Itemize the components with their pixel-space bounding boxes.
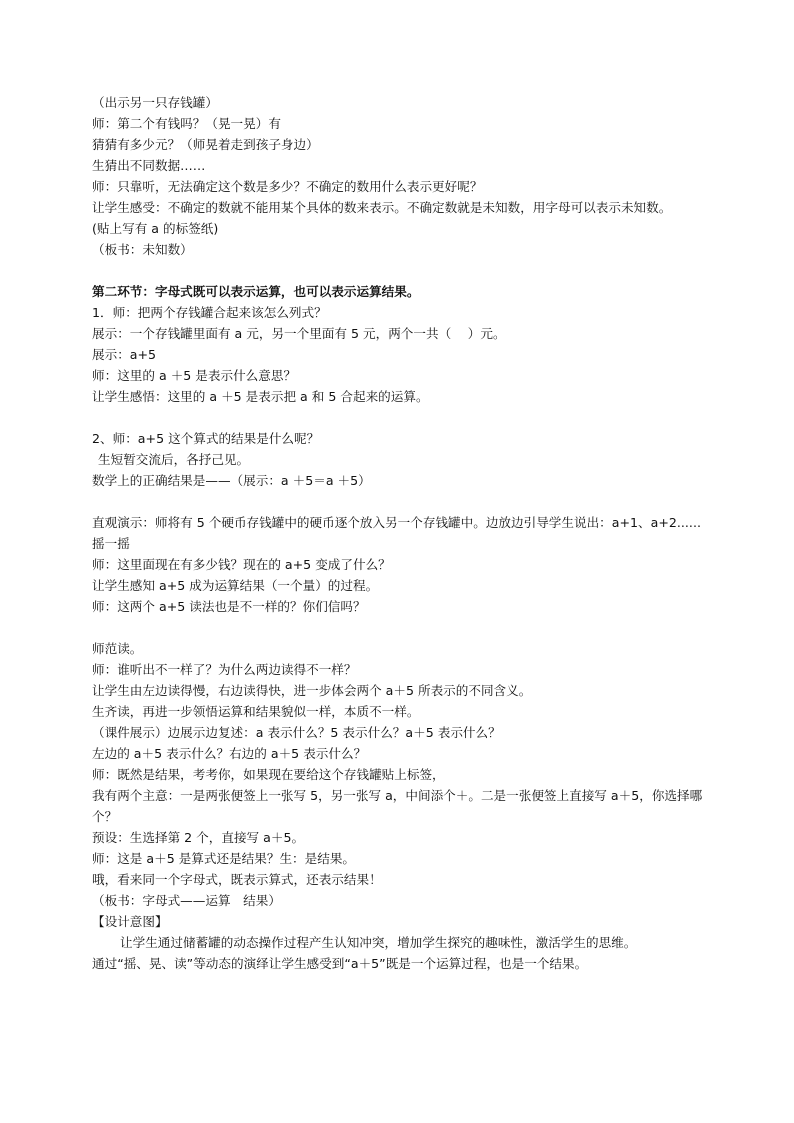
blank-line: [92, 617, 712, 638]
text-line: 师：既然是结果，考考你，如果现在要给这个存钱罐贴上标签，: [92, 767, 445, 782]
text-line: 数学上的正确结果是——（展示：a ＋5＝a ＋5）: [92, 473, 371, 488]
text-line: 让学生感悟：这里的 a ＋5 是表示把 a 和 5 合起来的运算。: [92, 389, 429, 404]
text-line: 直观演示：师将有 5 个硬币存钱罐中的硬币逐个放入另一个存钱罐中。边放边引导学生说出：a+1、a+2......: [92, 515, 701, 530]
text-line: 师：这里的 a ＋5 是表示什么意思？: [92, 368, 297, 383]
text-line: 通过“摇、晃、读”等动态的演绎让学生感受到“a＋5”既是一个运算过程，也是一个结果。: [92, 956, 588, 971]
text-line: 预设：生选择第 2 个，直接写 a＋5。: [92, 830, 305, 845]
text-line: 师：第二个有钱吗？（晃一晃）有: [92, 116, 281, 131]
text-line: （板书：字母式——运算 结果）: [92, 893, 281, 908]
text-line: 哦，看来同一个字母式，既表示算式，还表示结果！: [92, 872, 382, 887]
text-line: 师：谁听出不一样了？为什么两边读得不一样？: [92, 662, 357, 677]
text-line: 师范读。: [92, 641, 143, 656]
text-line: 师：这是 a＋5 是算式还是结果？生：是结果。: [92, 851, 356, 866]
text-line: 左边的 a＋5 表示什么？右边的 a＋5 表示什么？: [92, 746, 367, 761]
text-line: 生短暂交流后，各抒己见。: [98, 452, 250, 467]
text-line: 师：这里面现在有多少钱？现在的 a+5 变成了什么？: [92, 557, 391, 572]
text-line: 摇一摇: [92, 536, 130, 551]
blank-line: [92, 491, 712, 512]
blank-line: [92, 260, 712, 281]
text-line: 展示：一个存钱罐里面有 a 元，另一个里面有 5 元，两个一共（ ）元。: [92, 326, 506, 341]
text-line: （板书：未知数）: [92, 242, 193, 257]
text-line: 让学生通过储蓄罐的动态操作过程产生认知冲突，增加学生探究的趣味性，激活学生的思维。: [120, 935, 637, 950]
text-line: 2、师：a+5 这个算式的结果是什么呢？: [92, 431, 320, 446]
design-intent-heading: 【设计意图】: [92, 914, 168, 929]
text-line: 展示：a+5: [92, 347, 157, 362]
text-line: 生齐读，再进一步领悟运算和结果貌似一样，本质不一样。: [92, 704, 420, 719]
text-line: 让学生感知 a+5 成为运算结果（一个量）的过程。: [92, 578, 379, 593]
document-body: [92, 92, 712, 974]
text-line: 猜猜有多少元？（师晃着走到孩子身边）: [92, 137, 319, 152]
section-heading: 第二环节：字母式既可以表示运算，也可以表示运算结果。: [92, 284, 420, 299]
text-line: （出示另一只存钱罐）: [92, 95, 218, 110]
text-line: 1．师：把两个存钱罐合起来该怎么列式？: [92, 305, 327, 320]
text-line: （课件展示）边展示边复述：a 表示什么？5 表示什么？a＋5 表示什么？: [92, 725, 501, 740]
blank-line: [92, 407, 712, 428]
text-line: 师：这两个 a+5 读法也是不一样的？你们信吗？: [92, 599, 366, 614]
text-line: 师：只靠听，无法确定这个数是多少？不确定的数用什么表示更好呢？: [92, 179, 483, 194]
text-line: 让学生由左边读得慢，右边读得快，进一步体会两个 a＋5 所表示的不同含义。: [92, 683, 532, 698]
text-line: 生猜出不同数据……: [92, 158, 206, 173]
text-line: 我有两个主意：一是两张便签上一张写 5，另一张写 a，中间添个＋。二是一张便签上直接写 a＋5，你选择哪个？: [92, 788, 703, 824]
text-line: (贴上写有 a 的标签纸): [92, 221, 219, 236]
text-line: 让学生感受：不确定的数就不能用某个具体的数来表示。不确定数就是未知数，用字母可以表示未知数。: [92, 200, 672, 215]
